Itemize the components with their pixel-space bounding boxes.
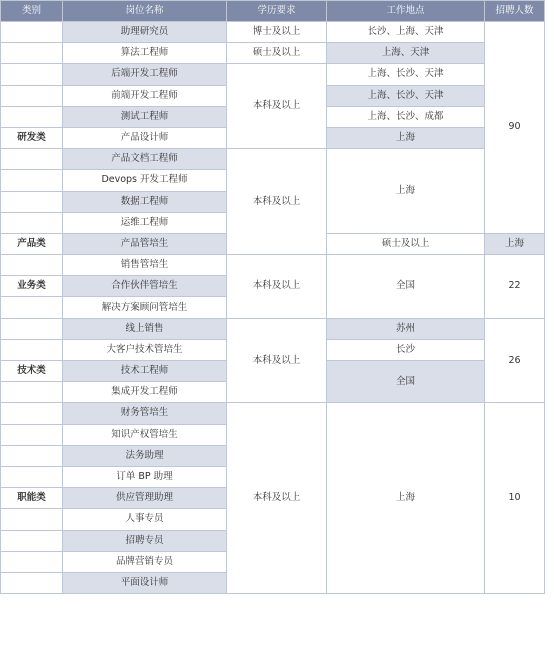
education-cell: 硕士及以上 bbox=[327, 233, 485, 254]
category-cell: 技术类 bbox=[1, 361, 63, 382]
table-row bbox=[1, 64, 545, 85]
count-cell: 26 bbox=[485, 318, 545, 403]
table-row bbox=[1, 22, 545, 43]
position-cell: 产品管培生 bbox=[63, 233, 227, 254]
position-cell: 前端开发工程师 bbox=[63, 85, 227, 106]
category-cell bbox=[1, 466, 63, 487]
table-row bbox=[1, 318, 545, 339]
category-cell bbox=[1, 572, 63, 593]
education-cell: 本科及以上 bbox=[227, 255, 327, 319]
category-cell bbox=[1, 403, 63, 424]
table-row bbox=[1, 403, 545, 424]
category-cell bbox=[1, 318, 63, 339]
position-cell: 运维工程师 bbox=[63, 212, 227, 233]
category-cell bbox=[1, 106, 63, 127]
position-cell: 品牌营销专员 bbox=[63, 551, 227, 572]
position-cell: 数据工程师 bbox=[63, 191, 227, 212]
education-cell: 硕士及以上 bbox=[227, 43, 327, 64]
position-cell: 解决方案顾问管培生 bbox=[63, 297, 227, 318]
position-cell: 招聘专员 bbox=[63, 530, 227, 551]
category-cell bbox=[1, 22, 63, 43]
education-cell: 本科及以上 bbox=[227, 64, 327, 149]
location-cell: 上海 bbox=[327, 149, 485, 234]
location-cell: 上海、长沙、成都 bbox=[327, 106, 485, 127]
category-cell bbox=[1, 551, 63, 572]
location-cell: 全国 bbox=[327, 255, 485, 319]
position-cell: 助理研究员 bbox=[63, 22, 227, 43]
category-cell bbox=[1, 445, 63, 466]
position-cell: 平面设计师 bbox=[63, 572, 227, 593]
location-cell: 上海、长沙、天津 bbox=[327, 64, 485, 85]
position-cell: 技术工程师 bbox=[63, 361, 227, 382]
category-cell bbox=[1, 339, 63, 360]
location-cell: 全国 bbox=[327, 361, 485, 403]
header-count: 招聘人数 bbox=[485, 1, 545, 22]
position-cell: 大客户技术管培生 bbox=[63, 339, 227, 360]
location-cell: 上海 bbox=[327, 403, 485, 594]
location-cell: 长沙、上海、天津 bbox=[327, 22, 485, 43]
category-cell: 产品类 bbox=[1, 233, 63, 254]
location-cell: 上海 bbox=[327, 127, 485, 148]
education-cell: 本科及以上 bbox=[227, 149, 327, 255]
header-position: 岗位名称 bbox=[63, 1, 227, 22]
position-cell: 算法工程师 bbox=[63, 43, 227, 64]
location-cell: 长沙 bbox=[327, 339, 485, 360]
category-cell bbox=[1, 424, 63, 445]
category-cell: 研发类 bbox=[1, 127, 63, 148]
category-cell bbox=[1, 191, 63, 212]
position-cell: 财务管培生 bbox=[63, 403, 227, 424]
category-cell bbox=[1, 64, 63, 85]
position-cell: 供应管理助理 bbox=[63, 488, 227, 509]
position-cell: 产品设计师 bbox=[63, 127, 227, 148]
position-cell: 产品文档工程师 bbox=[63, 149, 227, 170]
category-cell bbox=[1, 382, 63, 403]
location-cell: 上海、天津 bbox=[327, 43, 485, 64]
category-cell bbox=[1, 297, 63, 318]
header-location: 工作地点 bbox=[327, 1, 485, 22]
header-education: 学历要求 bbox=[227, 1, 327, 22]
position-cell: 人事专员 bbox=[63, 509, 227, 530]
location-cell: 上海 bbox=[485, 233, 545, 254]
category-cell: 业务类 bbox=[1, 276, 63, 297]
table-row bbox=[1, 255, 545, 276]
category-cell bbox=[1, 149, 63, 170]
header-row bbox=[1, 1, 545, 22]
location-cell: 上海、长沙、天津 bbox=[327, 85, 485, 106]
category-cell bbox=[1, 212, 63, 233]
position-cell: 法务助理 bbox=[63, 445, 227, 466]
table-row bbox=[1, 149, 545, 170]
category-cell bbox=[1, 43, 63, 64]
position-cell: 后端开发工程师 bbox=[63, 64, 227, 85]
education-cell: 博士及以上 bbox=[227, 22, 327, 43]
table-row bbox=[1, 43, 545, 64]
category-cell bbox=[1, 170, 63, 191]
count-cell: 22 bbox=[485, 255, 545, 319]
location-cell: 苏州 bbox=[327, 318, 485, 339]
education-cell: 本科及以上 bbox=[227, 403, 327, 594]
category-cell bbox=[1, 255, 63, 276]
category-cell bbox=[1, 509, 63, 530]
position-cell: 合作伙伴管培生 bbox=[63, 276, 227, 297]
position-cell: 销售管培生 bbox=[63, 255, 227, 276]
category-cell bbox=[1, 530, 63, 551]
count-cell: 10 bbox=[485, 403, 545, 594]
category-cell bbox=[1, 85, 63, 106]
count-cell: 90 bbox=[485, 22, 545, 234]
category-cell: 职能类 bbox=[1, 488, 63, 509]
position-cell: 线上销售 bbox=[63, 318, 227, 339]
position-cell: 集成开发工程师 bbox=[63, 382, 227, 403]
education-cell: 本科及以上 bbox=[227, 318, 327, 403]
position-cell: 测试工程师 bbox=[63, 106, 227, 127]
position-cell: 订单 BP 助理 bbox=[63, 466, 227, 487]
header-category: 类别 bbox=[1, 1, 63, 22]
position-cell: 知识产权管培生 bbox=[63, 424, 227, 445]
position-cell: Devops 开发工程师 bbox=[63, 170, 227, 191]
